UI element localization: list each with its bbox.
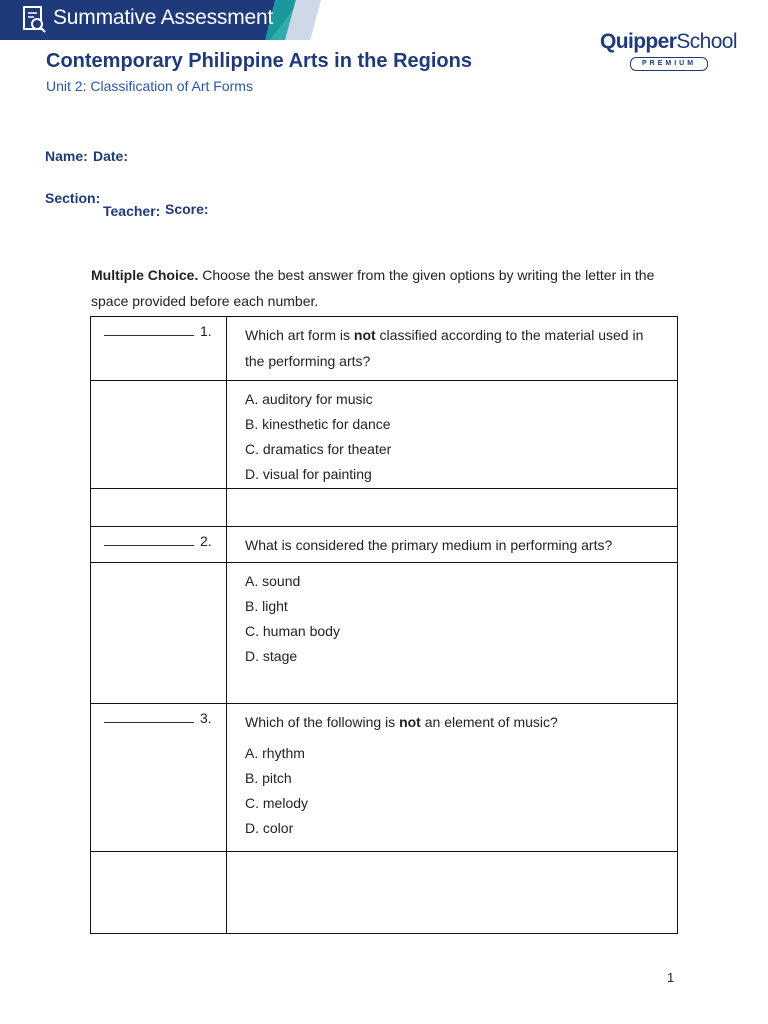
answer-cell-2[interactable] bbox=[91, 527, 227, 563]
name-label: Name: bbox=[45, 148, 88, 164]
options-row-2 bbox=[91, 563, 678, 704]
option-1c: C. dramatics for theater bbox=[245, 441, 392, 457]
summative-assessment-banner bbox=[0, 0, 300, 40]
empty-row-3 bbox=[91, 852, 678, 934]
empty-cell-1a bbox=[91, 489, 227, 527]
options-list-3 bbox=[227, 735, 677, 841]
empty-cell-3b bbox=[227, 852, 678, 934]
date-label: Date: bbox=[93, 148, 129, 164]
instructions-heading: Multiple Choice. bbox=[91, 267, 199, 283]
options-list-1 bbox=[227, 381, 677, 487]
question-number-3: 3. bbox=[200, 710, 212, 726]
page-number: 1 bbox=[667, 970, 675, 985]
options-cell-1 bbox=[227, 381, 678, 489]
question-row-1 bbox=[91, 317, 678, 381]
banner-label: Summative Assessment bbox=[53, 6, 274, 29]
answer-cell-3[interactable] bbox=[91, 704, 227, 852]
quipper-school-logo bbox=[600, 30, 742, 71]
empty-row-1 bbox=[91, 489, 678, 527]
logo-premium-badge: PREMIUM bbox=[630, 57, 708, 71]
question-text-cell-1 bbox=[227, 317, 678, 381]
question-row-2 bbox=[91, 527, 678, 563]
answer-blank-1[interactable] bbox=[91, 317, 226, 339]
option-2b: B. light bbox=[245, 598, 288, 614]
options-spacer-2 bbox=[91, 563, 227, 704]
instructions bbox=[91, 262, 671, 314]
section-label: Section: bbox=[45, 190, 101, 206]
options-cell-2 bbox=[227, 563, 678, 704]
question-number-1: 1. bbox=[200, 323, 212, 339]
option-3b: B. pitch bbox=[245, 770, 292, 786]
option-1d: D. visual for painting bbox=[245, 466, 372, 482]
empty-cell-3a bbox=[91, 852, 227, 934]
option-2a: A. sound bbox=[245, 573, 301, 589]
page-subtitle: Unit 2: Classification of Art Forms bbox=[46, 78, 253, 94]
answer-blank-2[interactable] bbox=[91, 527, 226, 549]
instructions-text: Choose the best answer from the given options by writing the letter in the space provided before each number. bbox=[91, 267, 655, 309]
question-text-2: What is considered the primary medium in performing arts? bbox=[245, 537, 613, 553]
question-text-3: Which of the following is not an element of music? bbox=[245, 714, 558, 730]
option-1b: B. kinesthetic for dance bbox=[245, 416, 391, 432]
question-row-3 bbox=[91, 704, 678, 852]
question-number-2: 2. bbox=[200, 533, 212, 549]
answer-blank-3[interactable] bbox=[91, 704, 226, 726]
questions-table bbox=[90, 316, 678, 934]
option-1a: A. auditory for music bbox=[245, 391, 373, 407]
option-3a: A. rhythm bbox=[245, 745, 305, 761]
logo-brand-light: School bbox=[676, 30, 737, 53]
document-search-icon bbox=[22, 5, 48, 35]
options-list-2 bbox=[227, 563, 677, 669]
logo-wordmark bbox=[600, 30, 742, 54]
option-3d: D. color bbox=[245, 820, 294, 836]
teacher-label: Teacher: bbox=[103, 203, 161, 219]
option-2c: C. human body bbox=[245, 623, 340, 639]
option-3c: C. melody bbox=[245, 795, 309, 811]
logo-brand-bold: Quipper bbox=[600, 30, 677, 53]
question-text-cell-3 bbox=[227, 704, 678, 852]
question-text-1: Which art form is not classified according to the material used in the performing arts? bbox=[245, 327, 644, 369]
options-row-1 bbox=[91, 381, 678, 489]
option-2d: D. stage bbox=[245, 648, 298, 664]
answer-cell-1[interactable] bbox=[91, 317, 227, 381]
question-text-cell-2 bbox=[227, 527, 678, 563]
empty-cell-1b bbox=[227, 489, 678, 527]
page-title: Contemporary Philippine Arts in the Regions bbox=[46, 50, 472, 72]
options-spacer-1 bbox=[91, 381, 227, 489]
score-label: Score: bbox=[165, 201, 209, 217]
